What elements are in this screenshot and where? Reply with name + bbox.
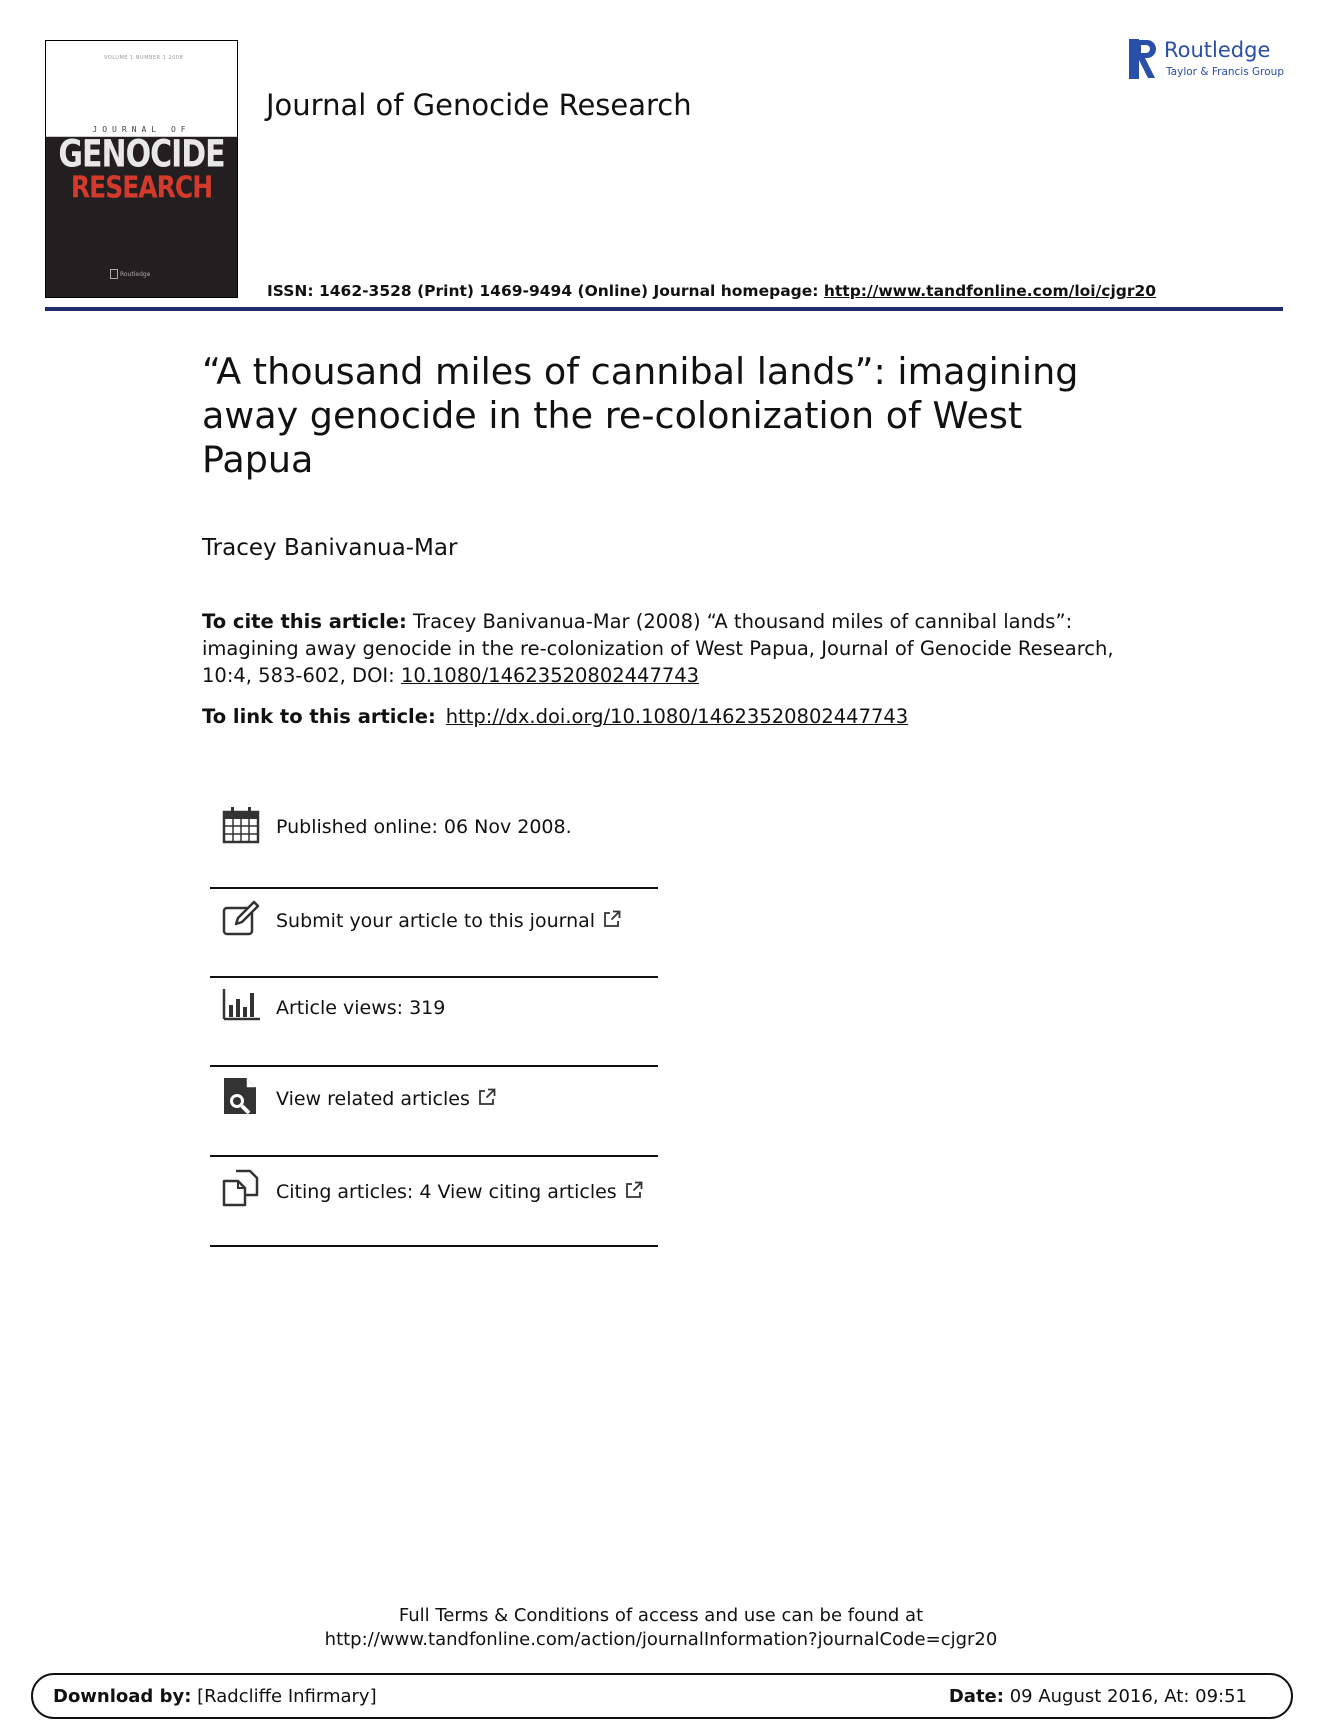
publisher-logo bbox=[1128, 38, 1288, 84]
link-label: To link to this article: bbox=[202, 705, 436, 728]
date-value: 09 August 2016, At: 09:51 bbox=[1003, 1686, 1247, 1707]
article-title: “A thousand miles of cannibal lands”: imagining away genocide in the re-colonization of West Papua bbox=[202, 350, 1079, 481]
article-views: Article views: 319 bbox=[276, 997, 446, 1019]
view-related-articles-link[interactable] bbox=[276, 1088, 496, 1110]
download-value: [Radcliffe Infirmary] bbox=[191, 1686, 377, 1707]
download-info-bar bbox=[31, 1673, 1293, 1719]
info-divider bbox=[210, 1245, 658, 1247]
issn-text: ISSN: 1462-3528 (Print) 1469-9494 (Online) Journal homepage: bbox=[267, 282, 824, 300]
published-date: Published online: 06 Nov 2008. bbox=[276, 816, 572, 838]
article-author: Tracey Banivanua-Mar bbox=[202, 535, 458, 561]
calendar-icon bbox=[222, 806, 260, 844]
cover-genocide-word: GENOCIDE bbox=[58, 132, 225, 177]
info-divider bbox=[210, 976, 658, 978]
submit-article-link[interactable] bbox=[276, 910, 621, 932]
terms-notice bbox=[0, 1604, 1322, 1652]
info-divider bbox=[210, 887, 658, 889]
header-divider bbox=[45, 307, 1283, 311]
external-link-icon bbox=[478, 1088, 496, 1106]
citing-label: Citing articles: 4 View citing articles bbox=[276, 1181, 617, 1203]
views-row bbox=[210, 985, 658, 1075]
terms-url[interactable]: http://www.tandfonline.com/action/journalInformation?journalCode=cjgr20 bbox=[324, 1629, 998, 1650]
related-row[interactable] bbox=[210, 1077, 658, 1167]
external-link-icon bbox=[603, 910, 621, 928]
article-link-line bbox=[202, 705, 908, 728]
submit-label: Submit your article to this journal bbox=[276, 910, 596, 932]
journal-title: Journal of Genocide Research bbox=[266, 88, 692, 122]
cover-publisher: Routledge bbox=[120, 271, 151, 278]
info-divider bbox=[210, 1155, 658, 1157]
routledge-logo-icon bbox=[1128, 38, 1158, 80]
bar-chart-icon bbox=[222, 985, 260, 1023]
publisher-subtitle: Taylor & Francis Group bbox=[1166, 66, 1284, 78]
article-doi-url-link[interactable]: http://dx.doi.org/10.1080/14623520802447743 bbox=[445, 705, 909, 728]
view-citing-articles-link[interactable] bbox=[276, 1181, 643, 1203]
info-divider bbox=[210, 1065, 658, 1067]
date-label: Date: bbox=[948, 1686, 1004, 1707]
cite-label: To cite this article: bbox=[202, 610, 407, 633]
download-label: Download by: bbox=[53, 1686, 192, 1707]
external-link-icon bbox=[625, 1181, 643, 1199]
journal-cover-image bbox=[45, 40, 238, 298]
publisher-name: Routledge bbox=[1164, 38, 1271, 62]
published-row bbox=[210, 806, 658, 896]
download-by bbox=[53, 1686, 377, 1707]
citing-documents-icon bbox=[222, 1169, 260, 1207]
terms-line: Full Terms & Conditions of access and use can be found at bbox=[398, 1605, 924, 1626]
download-date bbox=[949, 1686, 1247, 1707]
cover-journal-of: JOURNAL OF bbox=[92, 125, 191, 134]
document-search-icon bbox=[222, 1077, 260, 1115]
citation-block bbox=[202, 608, 1142, 689]
issn-line bbox=[267, 282, 1156, 300]
journal-homepage-link[interactable]: http://www.tandfonline.com/loi/cjgr20 bbox=[823, 282, 1157, 300]
cover-volume-line: VOLUME 1 NUMBER 1 2008 bbox=[104, 55, 184, 61]
doi-link[interactable]: 10.1080/14623520802447743 bbox=[400, 664, 700, 687]
cover-publisher-icon bbox=[110, 269, 118, 279]
related-label: View related articles bbox=[276, 1088, 470, 1110]
cite-text: Tracey Banivanua-Mar (2008) “A thousand miles of cannibal lands”: imagining away genocide in the re-colonization of West Papua, Journal of Genocide Research, 10:4, 583-602, DOI: bbox=[202, 610, 1114, 687]
cover-research-word: RESEARCH bbox=[70, 170, 213, 205]
edit-icon bbox=[222, 900, 260, 938]
